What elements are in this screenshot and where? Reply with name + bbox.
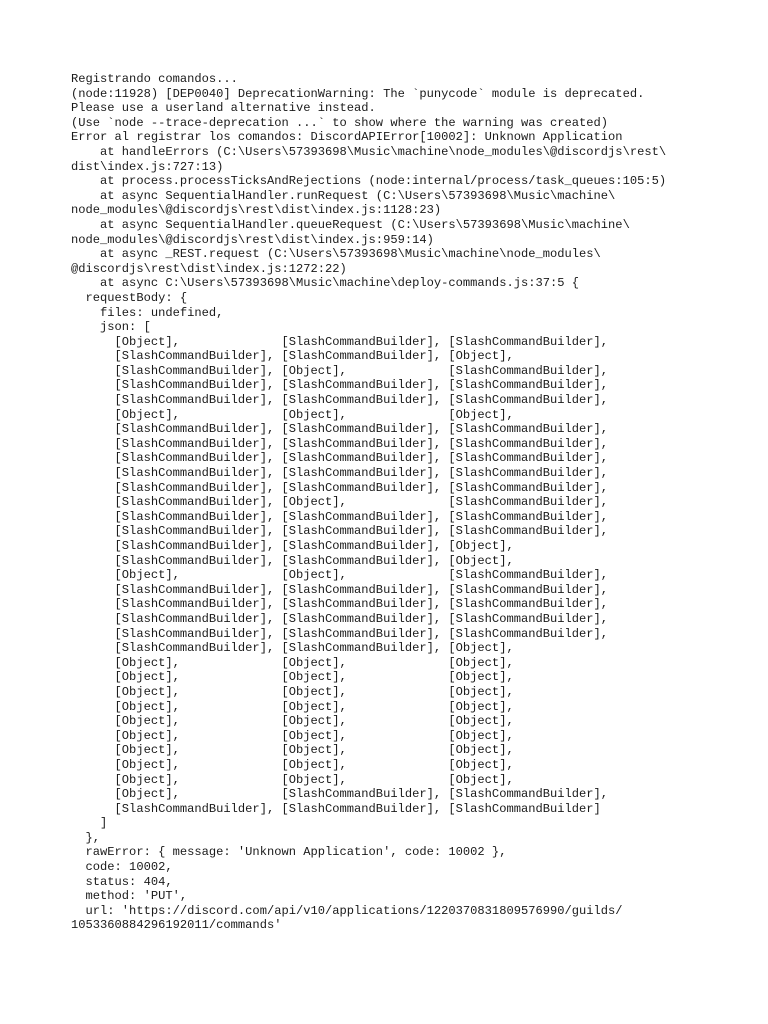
console-line: [Object], [Object], [Object], [71, 743, 514, 758]
console-line: 1053360884296192011/commands' [71, 918, 282, 933]
console-line: [SlashCommandBuilder], [SlashCommandBuilder], [SlashCommandBuilder], [71, 611, 609, 626]
console-line: [Object], [Object], [Object], [71, 772, 514, 787]
console-line: at handleErrors (C:\Users\57393698\Music\machine\node_modules\@discordjs\rest\ [71, 144, 667, 159]
console-line: [SlashCommandBuilder], [SlashCommandBuilder], [Object], [71, 349, 514, 364]
console-line: url: 'https://discord.com/api/v10/applications/1220370831809576990/guilds/ [71, 903, 623, 918]
console-line: [Object], [Object], [Object], [71, 684, 514, 699]
console-line: method: 'PUT', [71, 889, 188, 904]
console-line: at async C:\Users\57393698\Music\machine\deploy-commands.js:37:5 { [71, 276, 580, 291]
console-line: [SlashCommandBuilder], [SlashCommandBuilder], [Object], [71, 641, 514, 656]
console-line: [SlashCommandBuilder], [SlashCommandBuilder], [SlashCommandBuilder], [71, 582, 609, 597]
console-line: [SlashCommandBuilder], [Object], [SlashCommandBuilder], [71, 363, 609, 378]
console-line: status: 404, [71, 874, 173, 889]
console-line: [Object], [Object], [SlashCommandBuilder], [71, 568, 609, 583]
console-line: [SlashCommandBuilder], [SlashCommandBuilder], [SlashCommandBuilder], [71, 626, 609, 641]
console-line: [SlashCommandBuilder], [SlashCommandBuilder], [SlashCommandBuilder], [71, 451, 609, 466]
console-line: [SlashCommandBuilder], [SlashCommandBuilder], [SlashCommandBuilder], [71, 436, 609, 451]
console-line: Please use a userland alternative instead. [71, 101, 376, 116]
console-line: }, [71, 830, 101, 845]
console-line: @discordjs\rest\dist\index.js:1272:22) [71, 261, 347, 276]
console-line: node_modules\@discordjs\rest\dist\index.js:1128:23) [71, 203, 442, 218]
console-line: [SlashCommandBuilder], [SlashCommandBuilder], [SlashCommandBuilder], [71, 422, 609, 437]
console-line: at async _REST.request (C:\Users\57393698\Music\machine\node_modules\ [71, 247, 601, 262]
console-line: at async SequentialHandler.queueRequest (C:\Users\57393698\Music\machine\ [71, 217, 630, 232]
console-line: [SlashCommandBuilder], [SlashCommandBuilder], [Object], [71, 553, 514, 568]
console-line: Registrando comandos... [71, 72, 238, 86]
console-line: [SlashCommandBuilder], [SlashCommandBuilder], [Object], [71, 539, 514, 553]
console-line: [SlashCommandBuilder], [SlashCommandBuilder], [SlashCommandBuilder] [71, 801, 601, 816]
console-line: rawError: { message: 'Unknown Application', code: 10002 }, [71, 845, 507, 860]
console-line: [Object], [Object], [Object], [71, 670, 514, 685]
console-line: [SlashCommandBuilder], [SlashCommandBuilder], [SlashCommandBuilder], [71, 509, 609, 524]
console-line: [Object], [Object], [Object], [71, 699, 514, 714]
console-line: at process.processTicksAndRejections (node:internal/process/task_queues:105:5) [71, 174, 667, 189]
console-line: [Object], [Object], [Object], [71, 407, 514, 422]
console-line: dist\index.js:727:13) [71, 159, 224, 174]
console-line: code: 10002, [71, 860, 173, 875]
console-line: ] [71, 816, 108, 831]
console-line: (node:11928) [DEP0040] DeprecationWarning: The `punycode` module is deprecated. [71, 86, 645, 101]
console-line: [SlashCommandBuilder], [SlashCommandBuilder], [SlashCommandBuilder], [71, 524, 609, 539]
console-line: json: [ [71, 320, 151, 335]
console-line: [Object], [Object], [Object], [71, 655, 514, 670]
console-line: [Object], [SlashCommandBuilder], [SlashCommandBuilder], [71, 787, 609, 802]
console-line: [Object], [Object], [Object], [71, 714, 514, 729]
console-line: [SlashCommandBuilder], [SlashCommandBuilder], [SlashCommandBuilder], [71, 393, 609, 408]
console-line: [Object], [Object], [Object], [71, 728, 514, 743]
console-line: Error al registrar los comandos: DiscordAPIError[10002]: Unknown Application [71, 130, 623, 145]
console-output [71, 72, 761, 933]
console-line: [SlashCommandBuilder], [SlashCommandBuilder], [SlashCommandBuilder], [71, 480, 609, 495]
console-line: requestBody: { [71, 290, 188, 305]
console-line: [SlashCommandBuilder], [SlashCommandBuilder], [SlashCommandBuilder], [71, 466, 609, 481]
console-line: [Object], [Object], [Object], [71, 757, 514, 772]
console-line: [SlashCommandBuilder], [SlashCommandBuilder], [SlashCommandBuilder], [71, 597, 609, 612]
console-line: files: undefined, [71, 305, 224, 320]
console-line: at async SequentialHandler.runRequest (C:\Users\57393698\Music\machine\ [71, 188, 616, 203]
console-line: node_modules\@discordjs\rest\dist\index.js:959:14) [71, 232, 434, 247]
console-line: [Object], [SlashCommandBuilder], [SlashCommandBuilder], [71, 334, 609, 349]
console-line: [SlashCommandBuilder], [Object], [SlashCommandBuilder], [71, 495, 609, 510]
console-line: (Use `node --trace-deprecation ...` to show where the warning was created) [71, 115, 609, 130]
console-line: [SlashCommandBuilder], [SlashCommandBuilder], [SlashCommandBuilder], [71, 378, 609, 393]
